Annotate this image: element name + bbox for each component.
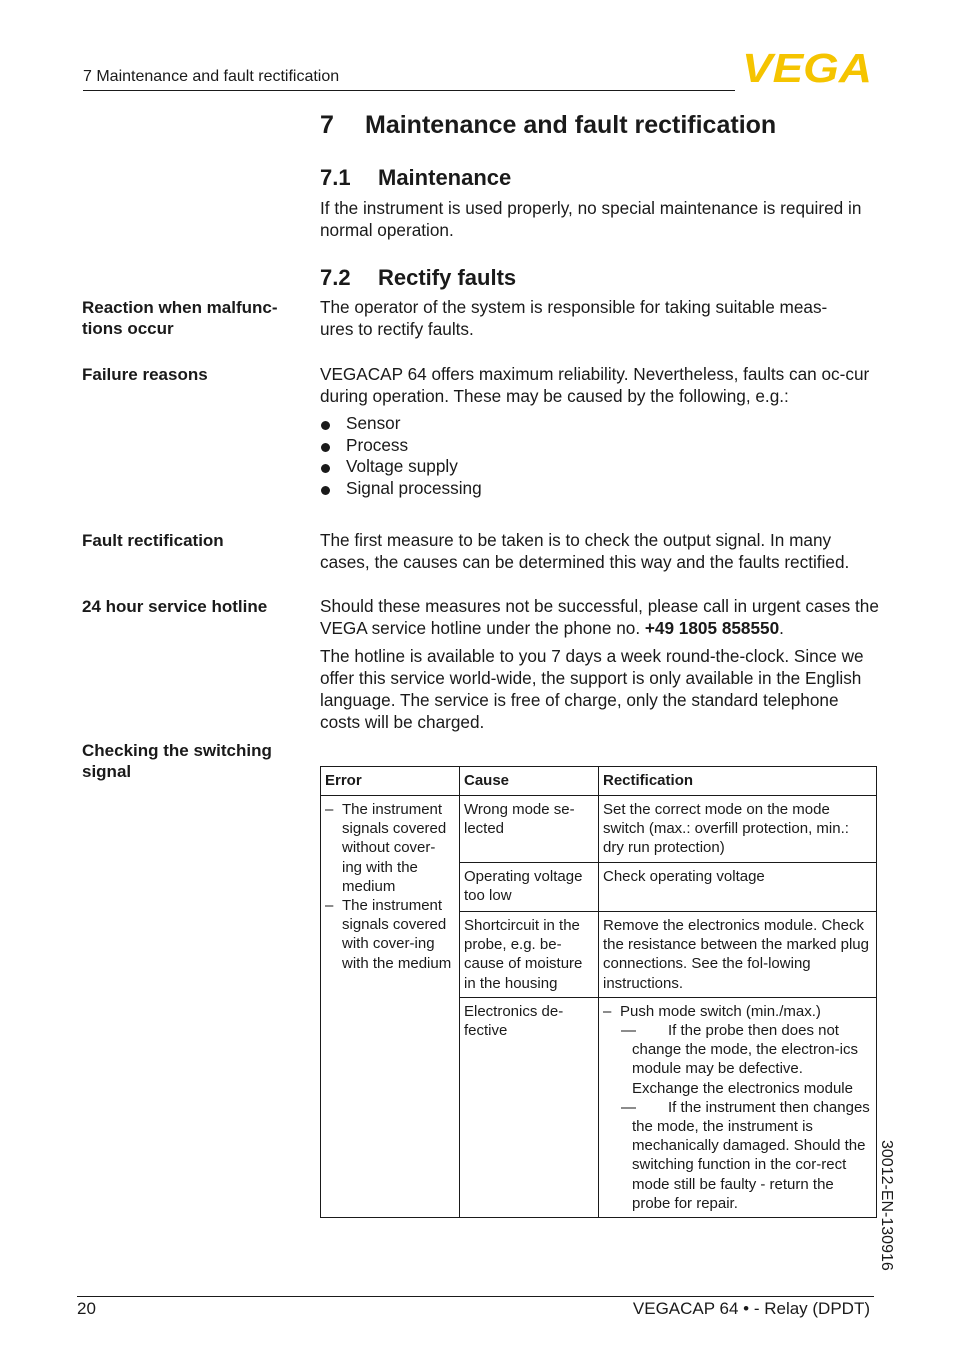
- failure-block: [320, 363, 872, 500]
- column-header-rectification: Rectification: [599, 767, 877, 796]
- error-cell: [321, 796, 460, 1218]
- hotline-text2: The hotline is available to you 7 days a week round-the-clock. Since we offer this service world-wide, the support is only available in the English language. The service is free of charge, only the standard telephone costs will be charged.: [320, 646, 864, 732]
- side-label-failure: Failure reasons: [82, 365, 208, 384]
- hotline-block: [320, 595, 880, 733]
- list-item: Voltage supply: [320, 456, 872, 478]
- column-header-cause: Cause: [460, 767, 599, 796]
- table-row: [321, 796, 877, 863]
- section-heading-rectify: [320, 265, 516, 291]
- rectification-sub-item: — If the instrument then changes the mode, the instrument is mechanically damaged. Should the switching function in the cor-rect mode still be faulty - return the probe for repair.: [603, 1098, 872, 1213]
- hotline-text: [320, 595, 880, 639]
- page-number: 20: [77, 1299, 96, 1318]
- cause-cell: Electronics de-fective: [460, 997, 599, 1217]
- list-item: Signal processing: [320, 478, 872, 500]
- table-header-row: [321, 767, 877, 796]
- side-label-reaction: Reaction when malfunc-tions occur: [82, 298, 278, 338]
- chapter-title: Maintenance and fault rectification: [365, 111, 777, 139]
- document-code: 30012-EN-130916: [878, 1140, 895, 1271]
- rectification-cell: [599, 997, 877, 1217]
- maintenance-text: If the instrument is used properly, no special maintenance is required in normal operation.: [320, 198, 862, 240]
- cause-cell: Wrong mode se-lected: [460, 796, 599, 863]
- chapter-number: 7: [320, 111, 334, 139]
- section-title: Rectify faults: [378, 265, 517, 290]
- error-item: – The instrument signals covered without cover-ing with the medium: [325, 800, 455, 896]
- rectification-sub-list: [603, 1021, 872, 1213]
- section-heading-maintenance: [320, 165, 511, 191]
- rectification-cell: Check operating voltage: [599, 862, 877, 911]
- section-number: 7.1: [320, 165, 351, 190]
- running-head: 7 Maintenance and fault rectification: [83, 68, 340, 85]
- error-list: [325, 800, 455, 973]
- hotline-period: .: [779, 618, 784, 638]
- rectification-cell: Set the correct mode on the mode switch (max.: overfill protection, min.: dry run protection): [599, 796, 877, 863]
- rectification-cell: Remove the electronics module. Check the resistance between the marked plug connections. See the fol-lowing instructions.: [599, 912, 877, 998]
- cause-cell: Shortcircuit in the probe, e.g. be-cause of moisture in the housing: [460, 912, 599, 998]
- section-number: 7.2: [320, 265, 351, 290]
- list-item: Sensor: [320, 413, 872, 435]
- side-label-hotline: 24 hour service hotline: [82, 597, 268, 616]
- rectification-sub-item: — If the probe then does not change the mode, the electron-ics module may be defective. Exchange the electronics module: [603, 1021, 872, 1098]
- header-rule: [83, 90, 735, 91]
- vega-logo: [742, 50, 874, 86]
- failure-list: [320, 413, 872, 500]
- footer-product: VEGACAP 64 • - Relay (DPDT): [632, 1299, 870, 1318]
- section-title: Maintenance: [378, 165, 512, 190]
- footer-rule: [77, 1296, 874, 1297]
- error-item: – The instrument signals covered with cover-ing with the medium: [325, 896, 455, 973]
- fault-table: [320, 766, 877, 1218]
- side-label-fault: Fault rectification: [82, 531, 224, 550]
- svg-text:VEGA: VEGA: [742, 50, 872, 86]
- rectification-main: – Push mode switch (min./max.): [603, 1002, 872, 1021]
- hotline-intro: Should these measures not be successful, please call in urgent cases the VEGA service hotline under the phone no.: [320, 596, 879, 638]
- list-item: Process: [320, 435, 872, 457]
- side-label-checking: Checking the switching signal: [82, 741, 272, 781]
- cause-cell: Operating voltage too low: [460, 862, 599, 911]
- column-header-error: Error: [321, 767, 460, 796]
- chapter-heading: [320, 111, 776, 140]
- failure-text: VEGACAP 64 offers maximum reliability. Nevertheless, faults can oc-cur during operation. These may be caused by the following, e.g.:: [320, 364, 870, 406]
- fault-text: The first measure to be taken is to check the output signal. In many cases, the causes can be determined this way and the faults rectified.: [320, 530, 850, 572]
- reaction-text: The operator of the system is responsible for taking suitable meas-ures to rectify faults.: [320, 297, 828, 339]
- hotline-phone: +49 1805 858550: [644, 618, 780, 638]
